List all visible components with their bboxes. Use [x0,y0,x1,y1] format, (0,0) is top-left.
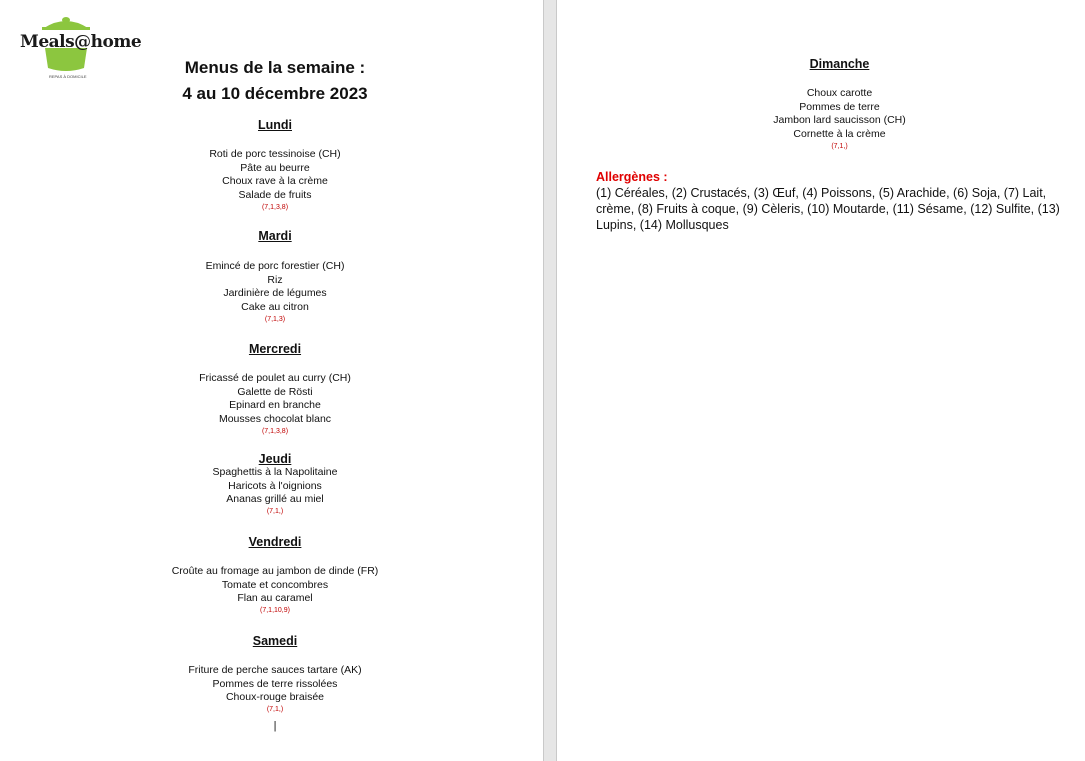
menu-title [75,55,475,107]
dish-item: Friture de perche sauces tartare (AK) [188,664,362,676]
dish-item: Mousses chocolat blanc [218,413,332,426]
dish-item: Galette de Rösti [237,385,313,398]
dish-item: Fricassé de poulet au curry (CH) [199,372,351,384]
allergen-code: (7,1,3) [264,315,286,323]
allergen-code: (7,1,3,8) [261,203,289,211]
dish-item: Cake au citron [241,301,309,314]
logo-brand: Meals@home [20,32,142,52]
day-block-mardi [75,229,475,324]
day-heading: Jeudi [258,452,292,466]
page-edge [543,0,544,761]
day-block-dimanche [697,57,982,151]
allergen-code: (7,1,) [266,508,284,516]
logo-tagline: REPAS À DOMICILE [49,74,87,79]
dish-item: Tomate et concombres [221,578,329,591]
dish-item: Choux-rouge braisée [225,691,325,704]
day-heading: Mercredi [248,342,302,356]
dish-item: Choux rave à la crème [222,175,328,188]
allergens-text: (1) Céréales, (2) Crustacés, (3) Œuf, (4) Poissons, (5) Arachide, (6) Soja, (7) Lait, crème, (8) Fruits à coque, (9) Cèleris, (10) Moutarde, (11) Sésame, (12) Sulfite, (13) Lupins, (14) Mollusques [596,186,1060,232]
text-cursor: | [273,720,277,733]
allergen-code: (7,1,10,9) [260,607,290,615]
dish-item: Emincé de porc forestier (CH) [205,260,345,272]
day-heading: Vendredi [248,535,302,549]
dish-item: Epinard en branche [229,399,321,412]
allergen-code: (7,1,) [266,706,284,714]
day-block-lundi [75,118,475,212]
document-page-right [557,0,1085,761]
day-heading: Dimanche [809,57,870,71]
dish-item: Roti de porc tessinoise (CH) [209,148,341,160]
day-heading: Lundi [257,118,292,132]
allergen-code: (7,1,) [831,142,848,150]
dish-item: Pâte au beurre [240,161,310,174]
title-line-2: 4 au 10 décembre 2023 [182,84,368,103]
dish-item: Cornette à la crème [793,128,886,141]
dish-item: Flan au caramel [237,592,313,605]
dish-item: Choux carotte [806,87,873,99]
dish-item: Haricots à l'oignions [228,479,322,492]
allergen-code: (7,1,3,8) [261,427,289,435]
day-block-samedi [75,634,475,732]
dish-item: Ananas grillé au miel [226,493,324,506]
dish-item: Croûte au fromage au jambon de dinde (FR) [171,565,379,577]
dish-item: Salade de fruits [238,189,312,202]
dish-item: Riz [267,273,283,286]
dish-item: Pommes de terre rissolées [212,677,338,690]
day-block-mercredi [75,342,475,436]
day-heading: Mardi [258,229,292,243]
allergens-title: Allergènes : [596,170,668,184]
dish-item: Pommes de terre [799,100,880,113]
dish-item: Jambon lard saucisson (CH) [773,114,906,127]
dish-item: Jardinière de légumes [223,287,327,300]
day-block-vendredi [75,535,475,615]
day-heading: Samedi [252,634,298,648]
allergens-legend [596,169,1082,233]
day-block-jeudi [75,452,475,516]
title-line-1: Menus de la semaine : [184,58,366,77]
dish-item: Spaghettis à la Napolitaine [212,466,338,478]
